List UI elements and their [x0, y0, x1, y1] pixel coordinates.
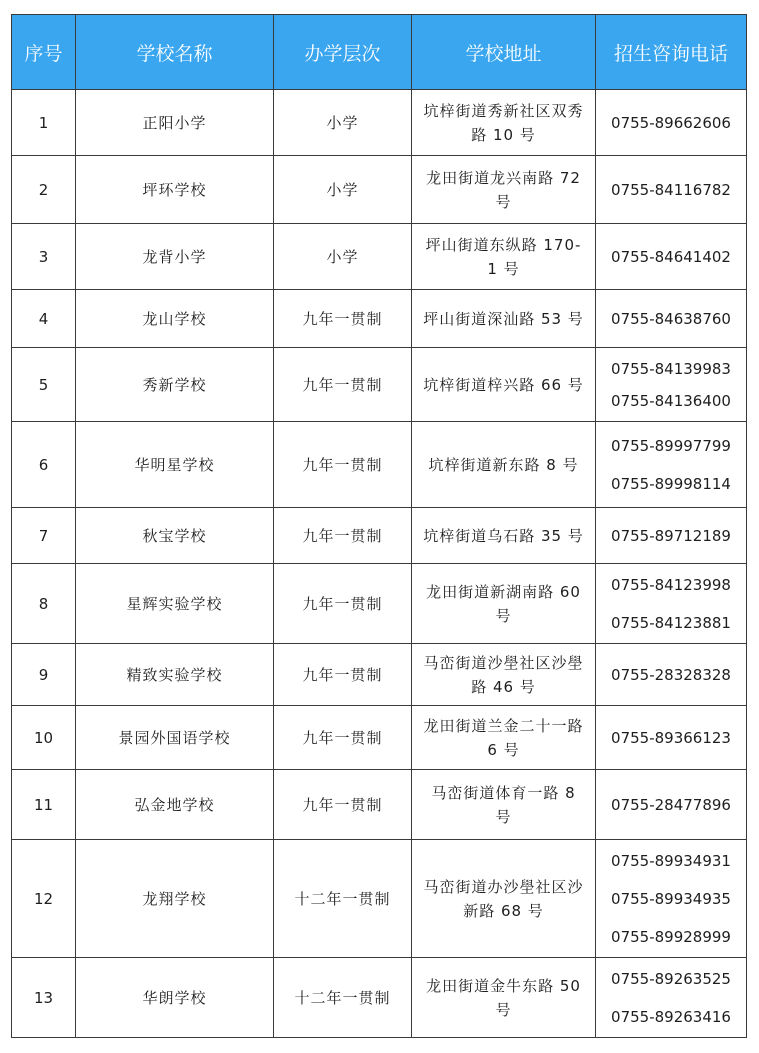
- row-school-name: 华明星学校: [76, 422, 274, 508]
- row-school-level: 十二年一贯制: [274, 840, 412, 958]
- row-school-name: 正阳小学: [76, 90, 274, 156]
- row-phone: 0755-89712189: [611, 526, 731, 545]
- row-phone: 0755-89998114: [611, 474, 731, 493]
- row-phone: 0755-89366123: [611, 728, 731, 747]
- row-school-address: 坑梓街道秀新社区双秀路 10 号: [412, 90, 596, 156]
- row-phone-cell: [596, 958, 747, 1038]
- row-school-level: 九年一贯制: [274, 422, 412, 508]
- row-school-address: 坪山街道东纵路 170-1 号: [412, 224, 596, 290]
- table-row: [12, 422, 747, 508]
- row-school-name: 华朗学校: [76, 958, 274, 1038]
- table-row: [12, 644, 747, 706]
- row-phone-cell: [596, 422, 747, 508]
- row-phone: 0755-84123998: [611, 575, 731, 594]
- header-enrollment-phone: 招生咨询电话: [596, 15, 747, 90]
- row-phone-cell: [596, 564, 747, 644]
- table-row: [12, 156, 747, 224]
- table-row: [12, 564, 747, 644]
- row-school-level: 十二年一贯制: [274, 958, 412, 1038]
- row-serial: 3: [12, 224, 76, 290]
- row-phone: 0755-84638760: [611, 309, 731, 328]
- row-serial: 7: [12, 508, 76, 564]
- row-phone-cell: [596, 770, 747, 840]
- row-school-level: 小学: [274, 90, 412, 156]
- table-row: [12, 508, 747, 564]
- row-school-name: 弘金地学校: [76, 770, 274, 840]
- row-school-level: 九年一贯制: [274, 508, 412, 564]
- row-phone: 0755-84136400: [611, 391, 731, 410]
- row-school-name: 坪环学校: [76, 156, 274, 224]
- row-serial: 2: [12, 156, 76, 224]
- row-school-address: 龙田街道新湖南路 60 号: [412, 564, 596, 644]
- row-school-address: 马峦街道沙壆社区沙壆路 46 号: [412, 644, 596, 706]
- table-row: [12, 348, 747, 422]
- row-phone-cell: [596, 644, 747, 706]
- row-phone-cell: [596, 508, 747, 564]
- table-row: [12, 290, 747, 348]
- row-school-address: 坑梓街道梓兴路 66 号: [412, 348, 596, 422]
- row-school-level: 九年一贯制: [274, 290, 412, 348]
- header-serial: 序号: [12, 15, 76, 90]
- table-header-row: [12, 15, 747, 90]
- row-phone-cell: [596, 348, 747, 422]
- row-school-level: 小学: [274, 224, 412, 290]
- row-school-name: 秀新学校: [76, 348, 274, 422]
- row-serial: 6: [12, 422, 76, 508]
- row-phone: 0755-89263525: [611, 969, 731, 988]
- row-phone: 0755-84641402: [611, 247, 731, 266]
- row-phone: 0755-89997799: [611, 436, 731, 455]
- row-school-level: 九年一贯制: [274, 706, 412, 770]
- row-school-address: 马峦街道办沙壆社区沙新路 68 号: [412, 840, 596, 958]
- row-school-level: 九年一贯制: [274, 644, 412, 706]
- row-school-level: 九年一贯制: [274, 564, 412, 644]
- row-phone-cell: [596, 706, 747, 770]
- row-school-name: 龙山学校: [76, 290, 274, 348]
- row-serial: 10: [12, 706, 76, 770]
- row-phone: 0755-84123881: [611, 613, 731, 632]
- table-row: [12, 958, 747, 1038]
- school-table-container: [11, 14, 746, 1038]
- row-school-name: 星辉实验学校: [76, 564, 274, 644]
- table-row: [12, 706, 747, 770]
- row-phone: 0755-84116782: [611, 180, 731, 199]
- row-serial: 8: [12, 564, 76, 644]
- row-phone-cell: [596, 90, 747, 156]
- row-serial: 13: [12, 958, 76, 1038]
- header-school-name: 学校名称: [76, 15, 274, 90]
- table-row: [12, 840, 747, 958]
- row-school-name: 秋宝学校: [76, 508, 274, 564]
- row-school-name: 精致实验学校: [76, 644, 274, 706]
- row-serial: 4: [12, 290, 76, 348]
- row-serial: 11: [12, 770, 76, 840]
- row-school-level: 小学: [274, 156, 412, 224]
- school-table: [11, 14, 747, 1038]
- row-school-address: 龙田街道金牛东路 50 号: [412, 958, 596, 1038]
- header-school-address: 学校地址: [412, 15, 596, 90]
- row-phone: 0755-89934931: [611, 851, 731, 870]
- row-phone: 0755-84139983: [611, 359, 731, 378]
- row-school-address: 坑梓街道乌石路 35 号: [412, 508, 596, 564]
- row-school-address: 马峦街道体育一路 8 号: [412, 770, 596, 840]
- row-serial: 9: [12, 644, 76, 706]
- row-phone-cell: [596, 224, 747, 290]
- row-phone: 0755-89263416: [611, 1007, 731, 1026]
- row-phone-cell: [596, 290, 747, 348]
- row-phone: 0755-89934935: [611, 889, 731, 908]
- row-school-name: 景园外国语学校: [76, 706, 274, 770]
- row-school-name: 龙背小学: [76, 224, 274, 290]
- row-phone-cell: [596, 840, 747, 958]
- row-school-level: 九年一贯制: [274, 348, 412, 422]
- row-phone: 0755-28328328: [611, 665, 731, 684]
- row-school-address: 坪山街道深汕路 53 号: [412, 290, 596, 348]
- row-phone: 0755-28477896: [611, 795, 731, 814]
- row-serial: 1: [12, 90, 76, 156]
- table-row: [12, 90, 747, 156]
- table-row: [12, 770, 747, 840]
- row-school-address: 坑梓街道新东路 8 号: [412, 422, 596, 508]
- table-row: [12, 224, 747, 290]
- row-phone-cell: [596, 156, 747, 224]
- row-serial: 12: [12, 840, 76, 958]
- row-school-level: 九年一贯制: [274, 770, 412, 840]
- row-serial: 5: [12, 348, 76, 422]
- row-school-address: 龙田街道龙兴南路 72 号: [412, 156, 596, 224]
- row-school-name: 龙翔学校: [76, 840, 274, 958]
- row-school-address: 龙田街道兰金二十一路 6 号: [412, 706, 596, 770]
- row-phone: 0755-89662606: [611, 113, 731, 132]
- row-phone: 0755-89928999: [611, 927, 731, 946]
- header-school-level: 办学层次: [274, 15, 412, 90]
